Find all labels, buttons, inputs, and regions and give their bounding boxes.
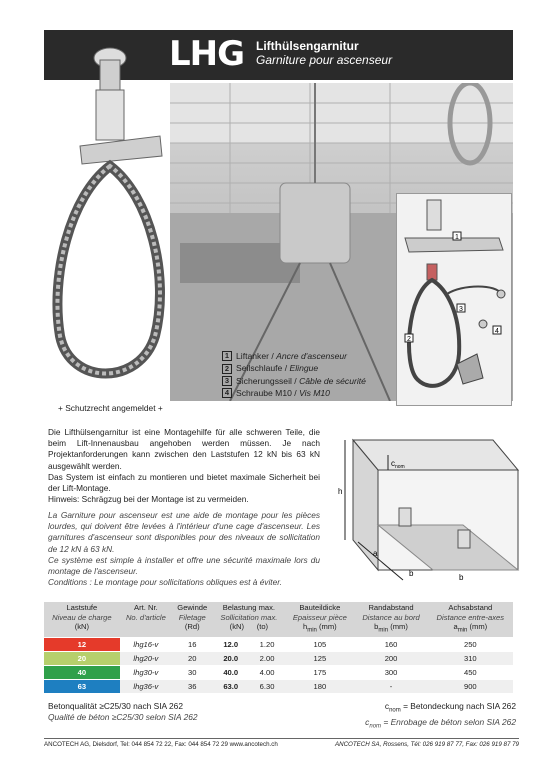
description-fr-p3: Conditions : Le montage pour sollicitations obliques est à éviter.: [48, 577, 282, 588]
legend-num: 3: [222, 376, 232, 386]
legend-fr: Vis M10: [299, 388, 330, 399]
component-legend: [222, 350, 366, 400]
description-fr-p2: Ce système est simple à installer et offre une sécurité maximale lors du montage de l'ascenseur.: [48, 554, 320, 577]
concrete-quality-de: Betonqualität ≥C25/30 nach SIA 262: [48, 701, 183, 711]
kn-cell: 12.0: [213, 638, 249, 652]
load-cell: 40: [44, 666, 120, 680]
description-de: [48, 427, 320, 505]
description-de-p1: Die Lifthülsengarnitur ist eine Montagehilfe für alle schweren Teile, die beim Lift-Innenausbau angehoben werden müssen. Je nach Projektanforderungen kann zwischen den Laststufen 12 kN bis 63 kN ausgewählt werden.: [48, 427, 320, 471]
to-cell: 6.30: [249, 680, 285, 694]
concrete-cover-de: $c_{nom}$ = Betondeckung nach SIA 262: [384, 701, 516, 714]
a-label: a: [373, 549, 378, 558]
lift-anchor-sling-image: [30, 36, 180, 406]
description-de-p2: Das System ist einfach zu montieren und bietet maximale Sicherheit bei der Lift-Montage.: [48, 471, 320, 494]
to-cell: 2.00: [249, 652, 285, 666]
a-cell: 900: [428, 680, 513, 694]
thread-cell: 36: [172, 680, 213, 694]
h-cell: 105: [285, 638, 354, 652]
col-load: Laststufe Niveau de charge (kN): [44, 602, 120, 638]
thread-cell: 20: [172, 652, 213, 666]
patent-note: + Schutzrecht angemeldet +: [58, 403, 163, 413]
title-de: Lifthülsengarnitur: [256, 39, 359, 53]
article-cell: lhg36-v: [120, 680, 172, 694]
h-cell: 175: [285, 666, 354, 680]
footer-contact-fr: ANCOTECH SA, Rossens, Tél: 026 919 87 77, Fax: 026 919 87 79: [334, 741, 519, 748]
table-row: [44, 666, 513, 680]
load-cell: 12: [44, 638, 120, 652]
legend-fr: Elingue: [289, 363, 319, 374]
legend-de: Sicherungsseil: [236, 375, 292, 386]
legend-de: Seilschlaufe: [236, 363, 283, 374]
col-max-load: Belastung max. Sollicitation max. (kN) (to): [213, 602, 286, 638]
legend-de: Liftanker: [236, 351, 269, 361]
thread-cell: 30: [172, 666, 213, 680]
concrete-quality-note: [48, 701, 198, 724]
col-article: Art. Nr. No. d'article: [120, 602, 172, 638]
description-fr: [48, 510, 320, 588]
h-label: h: [338, 487, 343, 496]
table-row: [44, 652, 513, 666]
component-detail-drawing: [397, 194, 513, 407]
col-axis-distance: Achsabstand Distance entre-axes $a_{min}$ (mm): [428, 602, 513, 638]
legend-de: Schraube M10: [236, 388, 292, 399]
concrete-quality-fr: Qualité de béton ≥C25/30 selon SIA 262: [48, 712, 198, 723]
h-cell: 125: [285, 652, 354, 666]
svg-text:4: 4: [495, 328, 499, 335]
svg-text:3: 3: [459, 306, 463, 313]
component-detail-inset: [396, 193, 512, 406]
col-thread: Gewinde Filetage (Rd): [172, 602, 213, 638]
page-footer: [44, 738, 519, 748]
a-cell: 310: [428, 652, 513, 666]
title-fr: Garniture pour ascenseur: [256, 53, 393, 67]
thread-cell: 16: [172, 638, 213, 652]
concrete-cover-fr: $c_{nom}$ = Enrobage de béton selon SIA 262: [365, 717, 516, 730]
load-cell: 63: [44, 680, 120, 694]
table-row: [44, 680, 513, 694]
description-de-p3: Hinweis: Schrägzug bei der Montage ist zu vermeiden.: [48, 494, 249, 505]
description-fr-p1: La Garniture pour ascenseur est une aide de montage pour les pièces lourdes, qui doivent être levées à l'intérieur d'une cage d'ascenseur. Les garnitures d'ascenseur sont disponibles pour des niveaux de sollicitation de 12 kN à 63 kN.: [48, 510, 320, 554]
table-header-row: [44, 602, 513, 638]
concrete-cover-note: [365, 701, 516, 733]
b-label-1: b: [409, 569, 414, 578]
kn-cell: 40.0: [213, 666, 249, 680]
b-label-2: b: [459, 573, 464, 582]
svg-text:1: 1: [455, 234, 459, 241]
col-thickness: Bauteildicke Epaisseur pièce $h_{min}$ (mm): [285, 602, 354, 638]
product-code: LHG: [169, 34, 245, 74]
b-cell: 300: [354, 666, 427, 680]
legend-num: 4: [222, 388, 232, 398]
legend-num: 2: [222, 364, 232, 374]
legend-num: 1: [222, 351, 232, 361]
kn-cell: 63.0: [213, 680, 249, 694]
svg-text:2: 2: [407, 336, 411, 343]
legend-fr: Câble de sécurité: [299, 375, 366, 386]
dimension-diagram: [333, 430, 523, 590]
footer-contact-de: ANCOTECH AG, Dielsdorf, Tel: 044 854 72 22, Fax: 044 854 72 29 www.ancotech.ch: [44, 741, 278, 748]
legend-fr: Ancre d'ascenseur: [276, 351, 348, 361]
a-cell: 250: [428, 638, 513, 652]
legend-item: 2 Seilschlaufe / Elingue: [222, 362, 366, 374]
b-cell: -: [354, 680, 427, 694]
b-cell: 160: [354, 638, 427, 652]
kn-cell: 20.0: [213, 652, 249, 666]
specification-table: [44, 602, 513, 693]
c-label: $c_{nom}$: [391, 459, 405, 470]
legend-item: 3 Sicherungsseil / Câble de sécurité: [222, 375, 366, 387]
legend-item: 4 Schraube M10 / Vis M10: [222, 387, 366, 399]
article-cell: lhg20-v: [120, 652, 172, 666]
col-edge-distance: Randabstand Distance au bord $b_{min}$ (mm): [354, 602, 427, 638]
load-cell: 20: [44, 652, 120, 666]
article-cell: lhg16-v: [120, 638, 172, 652]
table-row: [44, 638, 513, 652]
article-cell: lhg30-v: [120, 666, 172, 680]
b-cell: 200: [354, 652, 427, 666]
legend-item: 1 Liftanker / Ancre d'ascenseur: [222, 350, 366, 362]
h-cell: 180: [285, 680, 354, 694]
to-cell: 4.00: [249, 666, 285, 680]
a-cell: 450: [428, 666, 513, 680]
to-cell: 1.20: [249, 638, 285, 652]
